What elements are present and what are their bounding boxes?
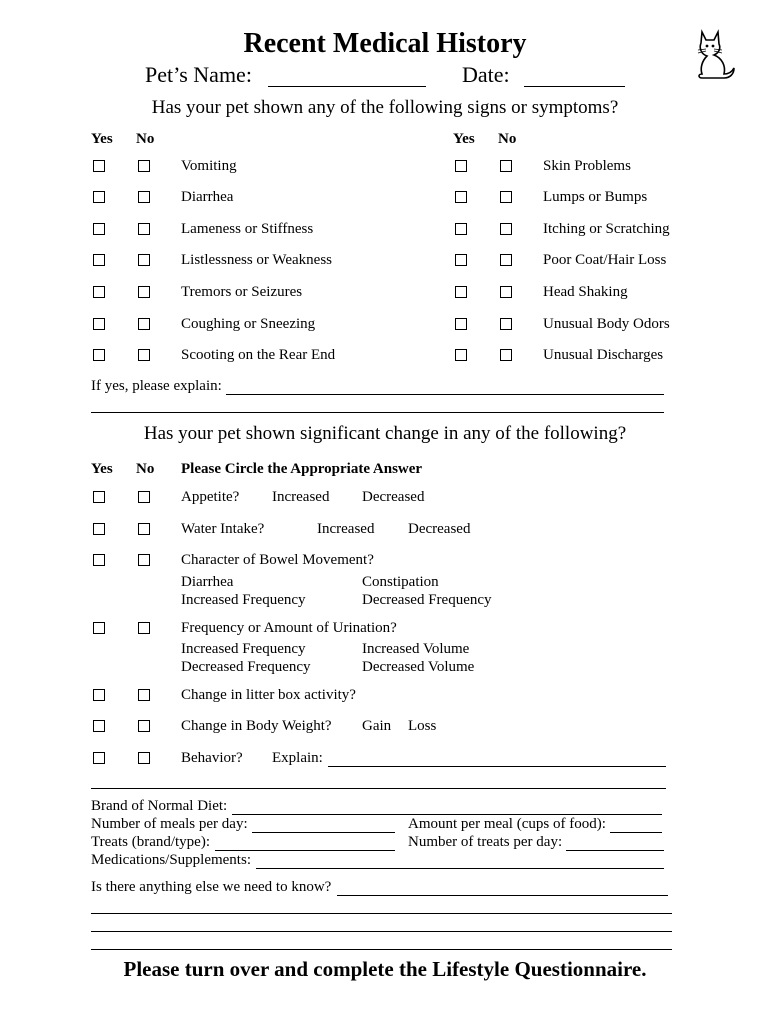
symptom-right-label: Head Shaking: [543, 284, 628, 300]
symptom-left-yes-checkbox[interactable]: [93, 160, 105, 172]
brand-label: Brand of Normal Diet:: [91, 798, 228, 814]
urination-no-checkbox[interactable]: [138, 622, 150, 634]
symptom-right-label: Skin Problems: [543, 158, 631, 174]
symptom-left-yes-checkbox[interactable]: [93, 223, 105, 235]
date-label: Date:: [462, 62, 510, 87]
weight-gain[interactable]: Gain: [362, 718, 392, 734]
yes-header-left: Yes: [91, 131, 113, 147]
treats-count-label: Number of treats per day:: [408, 834, 563, 850]
behavior-yes-checkbox[interactable]: [93, 752, 105, 764]
symptom-right-yes-checkbox[interactable]: [455, 223, 467, 235]
symptom-right-yes-checkbox[interactable]: [455, 349, 467, 361]
symptom-left-yes-checkbox[interactable]: [93, 318, 105, 330]
appetite-increased[interactable]: Increased: [272, 489, 330, 505]
meds-field[interactable]: [256, 868, 664, 869]
symptom-left-label: Lameness or Stiffness: [181, 221, 314, 237]
symptom-right-label: Unusual Body Odors: [543, 316, 670, 332]
symptom-left-no-checkbox[interactable]: [138, 318, 150, 330]
appetite-no-checkbox[interactable]: [138, 491, 150, 503]
symptom-right-no-checkbox[interactable]: [500, 160, 512, 172]
behavior-no-checkbox[interactable]: [138, 752, 150, 764]
explain-line-1[interactable]: [226, 394, 664, 395]
no-header-2: No: [136, 461, 155, 477]
urination-decreased-frequency[interactable]: Decreased Frequency: [181, 659, 311, 675]
symptom-right-yes-checkbox[interactable]: [455, 286, 467, 298]
no-header-left: No: [136, 131, 155, 147]
water-decreased[interactable]: Decreased: [408, 521, 471, 537]
yes-header-2: Yes: [91, 461, 113, 477]
else-line-2[interactable]: [91, 913, 672, 914]
symptom-right-label: Lumps or Bumps: [543, 189, 648, 205]
bowel-yes-checkbox[interactable]: [93, 554, 105, 566]
behavior-explain-line-1[interactable]: [328, 766, 666, 767]
bowel-constipation[interactable]: Constipation: [362, 574, 439, 590]
treats-field[interactable]: [215, 850, 395, 851]
litter-no-checkbox[interactable]: [138, 689, 150, 701]
changes-question: Has your pet shown significant change in any of the following?: [143, 423, 627, 444]
explain-label: If yes, please explain:: [91, 378, 222, 394]
symptom-right-label: Itching or Scratching: [543, 221, 670, 237]
symptom-right-no-checkbox[interactable]: [500, 254, 512, 266]
symptom-right-no-checkbox[interactable]: [500, 223, 512, 235]
no-header-right: No: [498, 131, 517, 147]
urination-decreased-volume[interactable]: Decreased Volume: [362, 659, 475, 675]
water-increased[interactable]: Increased: [317, 521, 375, 537]
symptom-left-yes-checkbox[interactable]: [93, 286, 105, 298]
treats-count-field[interactable]: [566, 850, 664, 851]
symptom-left-yes-checkbox[interactable]: [93, 349, 105, 361]
appetite-label: Appetite?: [181, 489, 240, 505]
urination-yes-checkbox[interactable]: [93, 622, 105, 634]
symptom-left-label: Listlessness or Weakness: [181, 252, 332, 268]
symptom-left-no-checkbox[interactable]: [138, 223, 150, 235]
else-line-4[interactable]: [91, 949, 672, 950]
symptom-right-yes-checkbox[interactable]: [455, 160, 467, 172]
bowel-increased-frequency[interactable]: Increased Frequency: [181, 592, 306, 608]
symptom-right-label: Unusual Discharges: [543, 347, 664, 363]
symptoms-question: Has your pet shown any of the following signs or symptoms?: [151, 97, 619, 118]
meds-label: Medications/Supplements:: [91, 852, 251, 868]
urination-increased-volume[interactable]: Increased Volume: [362, 641, 470, 657]
symptom-left-label: Diarrhea: [181, 189, 234, 205]
symptom-right-yes-checkbox[interactable]: [455, 318, 467, 330]
weight-label: Change in Body Weight?: [181, 718, 332, 734]
yes-header-right: Yes: [453, 131, 475, 147]
else-line-1[interactable]: [337, 895, 668, 896]
meals-label: Number of meals per day:: [91, 816, 248, 832]
water-no-checkbox[interactable]: [138, 523, 150, 535]
brand-field[interactable]: [232, 814, 662, 815]
cat-icon: [688, 28, 738, 84]
meals-field[interactable]: [252, 832, 395, 833]
symptom-left-no-checkbox[interactable]: [138, 349, 150, 361]
symptom-left-label: Tremors or Seizures: [181, 284, 303, 300]
bowel-decreased-frequency[interactable]: Decreased Frequency: [362, 592, 492, 608]
page-title: Recent Medical History: [243, 28, 527, 59]
symptom-left-label: Scooting on the Rear End: [181, 347, 336, 363]
symptom-left-no-checkbox[interactable]: [138, 160, 150, 172]
footer-instruction: Please turn over and complete the Lifestyle Questionnaire.: [123, 957, 647, 981]
symptom-right-no-checkbox[interactable]: [500, 349, 512, 361]
amount-label: Amount per meal (cups of food):: [408, 816, 606, 832]
symptom-right-no-checkbox[interactable]: [500, 318, 512, 330]
symptom-right-label: Poor Coat/Hair Loss: [543, 252, 667, 268]
water-yes-checkbox[interactable]: [93, 523, 105, 535]
symptom-left-no-checkbox[interactable]: [138, 254, 150, 266]
weight-yes-checkbox[interactable]: [93, 720, 105, 732]
behavior-explain-line-2[interactable]: [91, 788, 666, 789]
behavior-label: Behavior?: [181, 750, 243, 766]
litter-yes-checkbox[interactable]: [93, 689, 105, 701]
symptom-right-yes-checkbox[interactable]: [455, 191, 467, 203]
symptom-right-yes-checkbox[interactable]: [455, 254, 467, 266]
pet-name-label: Pet’s Name:: [145, 62, 252, 87]
bowel-diarrhea[interactable]: Diarrhea: [181, 574, 234, 590]
urination-label: Frequency or Amount of Urination?: [181, 620, 397, 636]
symptom-left-label: Vomiting: [181, 158, 237, 174]
symptom-left-label: Coughing or Sneezing: [181, 316, 316, 332]
bowel-label: Character of Bowel Movement?: [181, 552, 374, 568]
symptom-left-yes-checkbox[interactable]: [93, 254, 105, 266]
else-label: Is there anything else we need to know?: [91, 879, 332, 895]
behavior-explain-label: Explain:: [272, 750, 323, 766]
pet-name-field[interactable]: [268, 86, 426, 87]
amount-field[interactable]: [610, 832, 662, 833]
weight-loss[interactable]: Loss: [408, 718, 437, 734]
bowel-no-checkbox[interactable]: [138, 554, 150, 566]
else-line-3[interactable]: [91, 931, 672, 932]
symptom-left-yes-checkbox[interactable]: [93, 191, 105, 203]
symptom-left-no-checkbox[interactable]: [138, 286, 150, 298]
urination-increased-frequency[interactable]: Increased Frequency: [181, 641, 306, 657]
circle-instruction: Please Circle the Appropriate Answer: [181, 461, 423, 477]
explain-line-2[interactable]: [91, 412, 664, 413]
symptom-right-no-checkbox[interactable]: [500, 286, 512, 298]
litter-label: Change in litter box activity?: [181, 687, 356, 703]
weight-no-checkbox[interactable]: [138, 720, 150, 732]
appetite-decreased[interactable]: Decreased: [362, 489, 425, 505]
symptom-left-no-checkbox[interactable]: [138, 191, 150, 203]
date-field[interactable]: [524, 86, 625, 87]
appetite-yes-checkbox[interactable]: [93, 491, 105, 503]
treats-label: Treats (brand/type):: [91, 834, 211, 850]
symptom-right-no-checkbox[interactable]: [500, 191, 512, 203]
water-label: Water Intake?: [181, 521, 265, 537]
